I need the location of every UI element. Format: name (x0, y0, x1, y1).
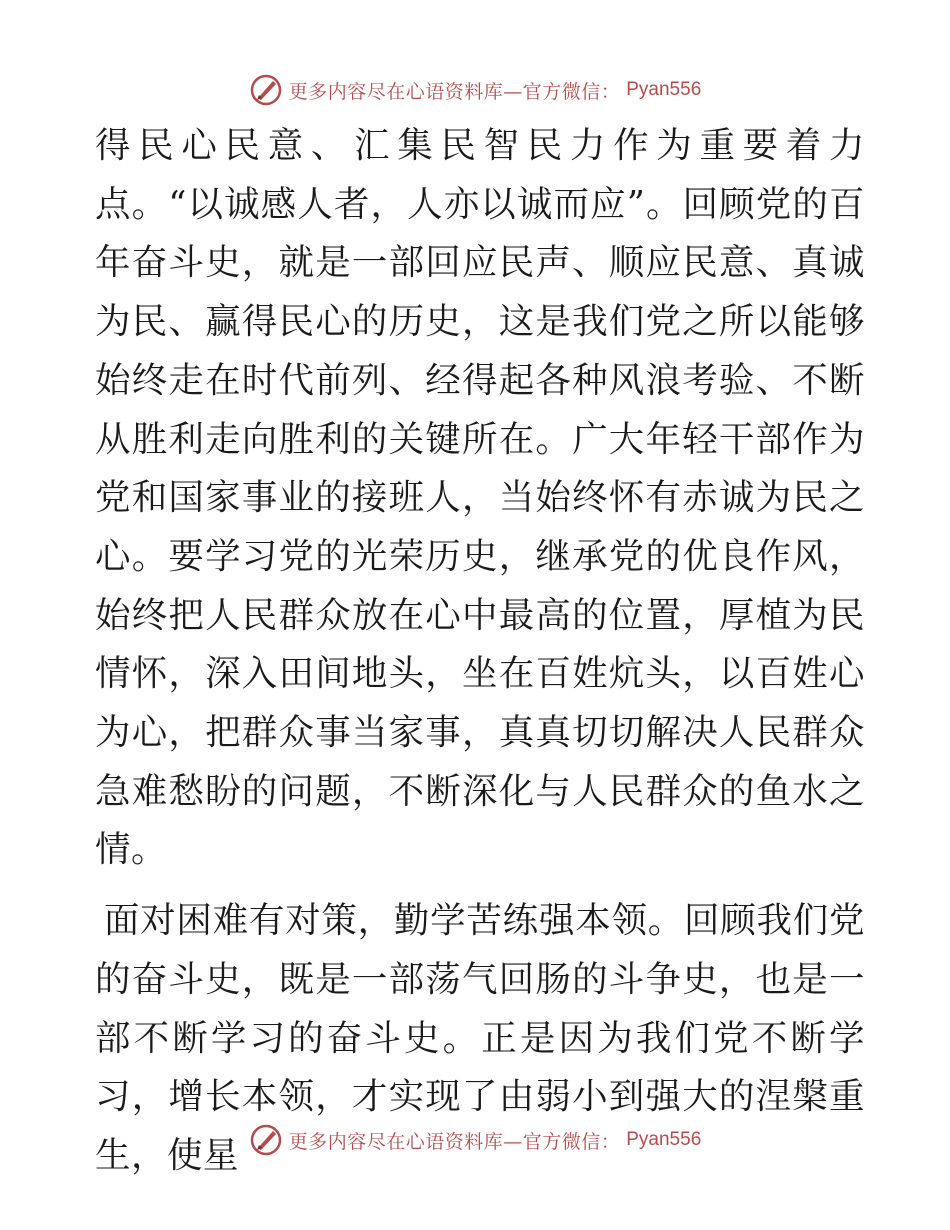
header-watermark (0, 70, 950, 110)
footer-watermark (0, 1120, 950, 1160)
paragraph-2: 面对困难有对策，勤学苦练强本领。回顾我们党的奋斗史，既是一部荡气回肠的斗争史，也是一部不断学习的奋斗史。正是因为我们党不断学习，增长本领，才实现了由弱小到强大的涅槃重生，使星 (95, 900, 865, 1176)
pen-logo-icon (249, 73, 283, 107)
watermark-text: 更多内容尽在心语资料库—官方微信： (288, 80, 621, 103)
document-body (95, 117, 865, 1186)
watermark-text: 更多内容尽在心语资料库—官方微信： (288, 1130, 621, 1153)
watermark-wechat-id: Pyan556 (626, 79, 702, 100)
watermark-wechat-id: Pyan556 (626, 1129, 702, 1150)
paragraph-1: 得民心民意、汇集民智民力作为重要着力点。“以诚感人者，人亦以诚而应”。回顾党的百年奋斗史，就是一部回应民声、顺应民意、真诚为民、赢得民心的历史，这是我们党之所以能够始终走在时代前列、经得起各种风浪考验、不断从胜利走向胜利的关键所在。广大年轻干部作为党和国家事业的接班人，当始终怀有赤诚为民之心。要学习党的光荣历史，继承党的优良作风，始终把人民群众放在心中最高的位置，厚植为民情怀，深入田间地头，坐在百姓炕头，以百姓心为心，把群众事当家事，真真切切解决人民群众急难愁盼的问题，不断深化与人民群众的鱼水之情。 (95, 125, 865, 871)
pen-logo-icon (249, 1123, 283, 1157)
